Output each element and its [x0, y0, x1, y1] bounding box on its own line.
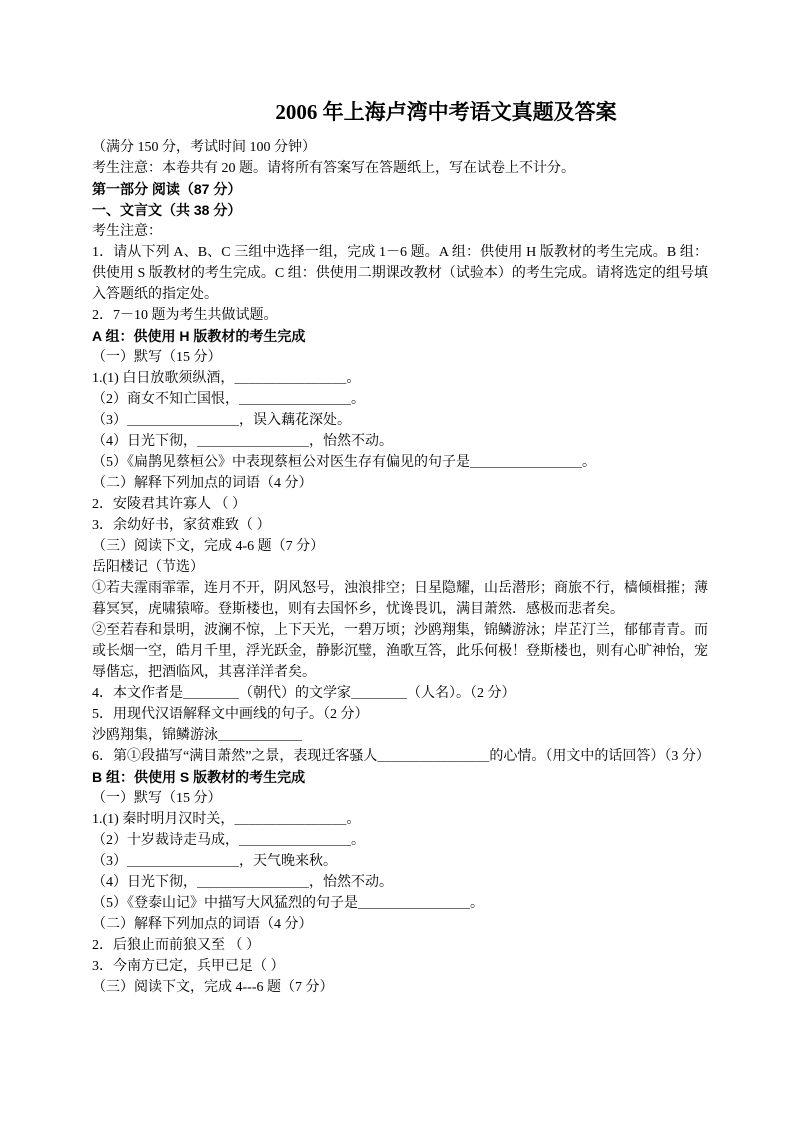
- group-a-heading: A 组：供使用 H 版教材的考生完成: [92, 328, 306, 344]
- instruction-item-2: 2．7－10 题为考生共做试题。: [92, 308, 278, 323]
- subsection-heading: （二）解释下列加点的词语（4 分）: [92, 476, 313, 491]
- question-line: （2）商女不知亡国恨，＿＿＿＿＿＿＿＿。: [92, 392, 365, 407]
- passage-title: 岳阳楼记（节选）: [92, 560, 204, 575]
- subsection-heading: （三）阅读下文，完成 4---6 题（7 分）: [92, 980, 334, 995]
- subsection-heading: （三）阅读下文，完成 4-6 题（7 分）: [92, 539, 325, 554]
- question-line: 1.(1) 秦时明月汉时关，＿＿＿＿＿＿＿＿。: [92, 812, 361, 827]
- question-line: （3）＿＿＿＿＿＿＿＿，误入藕花深处。: [92, 413, 351, 428]
- question-line: （4）日光下彻，＿＿＿＿＿＿＿＿，怡然不动。: [92, 434, 393, 449]
- notice-label: 考生注意：: [92, 224, 162, 239]
- question-line: 1.(1) 白日放歌须纵酒，＿＿＿＿＿＿＿＿。: [92, 371, 361, 386]
- candidate-notice-line: 考生注意：本卷共有 20 题。请将所有答案写在答题纸上，写在试卷上不计分。: [92, 161, 575, 176]
- question-line: 6．第①段描写“满目萧然”之景，表现迁客骚人＿＿＿＿＿＿＿＿的心情。（用文中的话回答）（3 分）: [92, 749, 710, 764]
- subsection-heading: （一）默写（15 分）: [92, 350, 222, 365]
- question-line: 2．后狼止而前狼又至 （ ）: [92, 938, 260, 953]
- question-line: （4）日光下彻，＿＿＿＿＿＿＿＿，怡然不动。: [92, 875, 393, 890]
- question-line: 4．本文作者是＿＿＿＿（朝代）的文学家＿＿＿＿（人名）。（2 分）: [92, 686, 516, 701]
- section-one-heading: 一、文言文（共 38 分）: [92, 202, 242, 218]
- question-line: （5）《扁鹊见蔡桓公》中表现蔡桓公对医生存有偏见的句子是＿＿＿＿＿＿＿＿。: [92, 455, 596, 470]
- instruction-item-1: 1．请从下列 A、B、C 三组中选择一组，完成 1－6 题。A 组：供使用 H 版教材的考生完成。B 组：供使用 S 版教材的考生完成。C 组：供使用二期课改教材（试验本）的考生完成。请将选定的组号填入答题纸的指定处。: [92, 245, 708, 302]
- question-line: 3．余幼好书，家贫难致（ ）: [92, 518, 271, 533]
- question-line: （5）《登泰山记》中描写大风猛烈的句子是＿＿＿＿＿＿＿＿。: [92, 896, 484, 911]
- question-line: （2）十岁裁诗走马成，＿＿＿＿＿＿＿＿。: [92, 833, 365, 848]
- part-one-heading: 第一部分 阅读（87 分）: [92, 181, 242, 197]
- group-b-heading: B 组：供使用 S 版教材的考生完成: [92, 769, 306, 785]
- page-title: 2006 年上海卢湾中考语文真题及答案: [275, 100, 617, 124]
- question-line: 3．今南方已定，兵甲已足（ ）: [92, 959, 285, 974]
- question-line: 5．用现代汉语解释文中画线的句子。（2 分）: [92, 707, 369, 722]
- subsection-heading: （一）默写（15 分）: [92, 791, 222, 806]
- exam-meta-line: （满分 150 分，考试时间 100 分钟）: [92, 140, 316, 155]
- passage-paragraph-2: ②至若春和景明，波澜不惊，上下天光，一碧万顷；沙鸥翔集，锦鳞游泳；岸芷汀兰，郁郁青青。而或长烟一空，皓月千里，浮光跃金，静影沉璧，渔歌互答，此乐何极！登斯楼也，则有心旷神怡，宠辱偕忘，把酒临风，其喜洋洋者矣。: [92, 623, 708, 680]
- document-body: [92, 137, 708, 998]
- subsection-heading: （二）解释下列加点的词语（4 分）: [92, 917, 313, 932]
- question-line: （3）＿＿＿＿＿＿＿＿，天气晚来秋。: [92, 854, 337, 869]
- passage-paragraph-1: ①若夫霪雨霏霏，连月不开，阴风怒号，浊浪排空；日星隐耀，山岳潜形；商旅不行，樯倾楫摧；薄暮冥冥，虎啸猿啼。登斯楼也，则有去国怀乡，忧谗畏讥，满目萧然．感极而悲者矣。: [92, 581, 708, 617]
- question-line: 2．安陵君其许寡人 （ ）: [92, 497, 246, 512]
- question-line: 沙鸥翔集，锦鳞游泳＿＿＿＿＿＿: [92, 728, 302, 743]
